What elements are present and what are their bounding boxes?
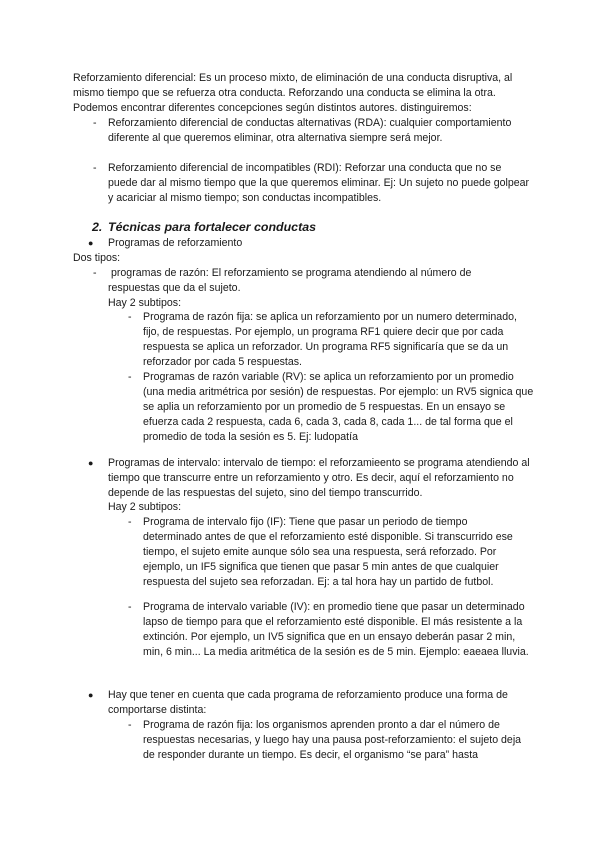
intervalo-variable-text: Programa de intervalo variable (IV): en promedio tiene que pasar un determinado lapso de tiempo para que el reforzamiento esté disponible. El más resistente a la extinción. Por ejemplo, un IV5 significa que en un ensayo deberán pasar 2 min, min, 6 min... La media aritmética de la sesión es de 5 min. Ejemplo: eaeaea lluvia. bbox=[143, 601, 529, 658]
list-marker: - bbox=[128, 601, 132, 613]
list-item-rda: Reforzamiento diferencial de conductas alternativas (RDA): cualquier comportamiento diferente al que queremos eliminar, otra alternativa siempre será mejor. bbox=[108, 117, 512, 144]
bullet-marker: ● bbox=[88, 690, 94, 700]
section-number: 2. bbox=[92, 220, 103, 234]
list-marker: - bbox=[93, 117, 97, 129]
dos-tipos-label: Dos tipos: bbox=[73, 252, 121, 264]
forma-razon-fija-text: Programa de razón fija: los organismos aprenden pronto a dar el número de respuestas necesarias, y luego hay una pausa post-reforzamiento: el sujeto deja de responder durante un tiempo. Es decir, el organismo “se para” hasta bbox=[143, 719, 522, 761]
forma-comportarse-text: Hay que tener en cuenta que cada programa de reforzamiento produce una forma de comportarse distinta: bbox=[108, 689, 508, 716]
list-marker: - bbox=[93, 267, 97, 279]
list-marker: - bbox=[93, 162, 97, 174]
list-marker: - bbox=[128, 516, 132, 528]
list-marker: - bbox=[128, 371, 132, 383]
razon-subtipos-label: Hay 2 subtipos: bbox=[108, 297, 182, 309]
list-marker: - bbox=[128, 311, 132, 323]
bullet-marker: ● bbox=[88, 458, 94, 468]
section-title: Técnicas para fortalecer conductas bbox=[108, 220, 316, 234]
razon-variable-text: Programas de razón variable (RV): se aplica un reforzamiento por un promedio (una media aritmétrica por sesión) de respuestas. Por ejemplo: un RV5 signica que se aplia un reforzamiento por un promedio de 5 respuestas. En un ensayo se efuerza cada 2 respuesta, cada 6, cada 3, cada 8, cada 1... de tal forma que el promedio de toda la sesión es 5. Ej: ludopatía bbox=[143, 371, 534, 443]
list-item-rdi: Reforzamiento diferencial de incompatibles (RDI): Reforzar una conducta que no se puede dar al mismo tiempo que la que queremos eliminar. Ej: Un sujeto no puede golpear y acariciar al mismo tiempo; son conductas incompatibles. bbox=[108, 162, 530, 204]
bullet-programas-reforzamiento: Programas de reforzamiento bbox=[108, 237, 243, 249]
intervalo-fijo-text: Programa de intervalo fijo (IF): Tiene que pasar un periodo de tiempo determinado antes de que el reforzamiento esté disponible. Si transcurrido ese tiempo, el sujeto emite aunque sólo sea una respuesta, será reforzado. Por ejemplo, un IF5 significa que tienen que pasar 5 min antes de que cualquier respuesta del sujeto sea reforzadan. Ej: a tal hora hay un partido de futbol. bbox=[143, 516, 513, 588]
programas-razon-text: programas de razón: El reforzamiento se programa atendiendo al número de respuestas que da el sujeto. bbox=[108, 267, 472, 294]
list-marker: - bbox=[128, 719, 132, 731]
programas-intervalo-text: Programas de intervalo: intervalo de tiempo: el reforzamieento se programa atendiendo al tiempo que transcurre entre un reforzamiento y otro. Es decir, aquí el reforzamiento no depende de las respuestas del sujeto, sino del tiempo transcurrido. bbox=[108, 457, 530, 499]
intervalo-subtipos-label: Hay 2 subtipos: bbox=[108, 501, 182, 513]
intro-paragraph: Reforzamiento diferencial: Es un proceso mixto, de eliminación de una conducta disruptiva, al mismo tiempo que se refuerza otra conducta. Reforzando una conducta se elimina la otra. Podemos encontrar diferentes concepciones según distintos autores. distinguiremos: bbox=[73, 72, 513, 114]
razon-fija-text: Programa de razón fija: se aplica un reforzamiento por un numero determinado, fijo, de respuestas. Por ejemplo, un programa RF1 quiere decir que por cada respuesta se aplica un reforzador. Un programa RF5 significaría que se da un reforzador por cada 5 respuestas. bbox=[143, 311, 517, 368]
bullet-marker: ● bbox=[88, 238, 94, 248]
